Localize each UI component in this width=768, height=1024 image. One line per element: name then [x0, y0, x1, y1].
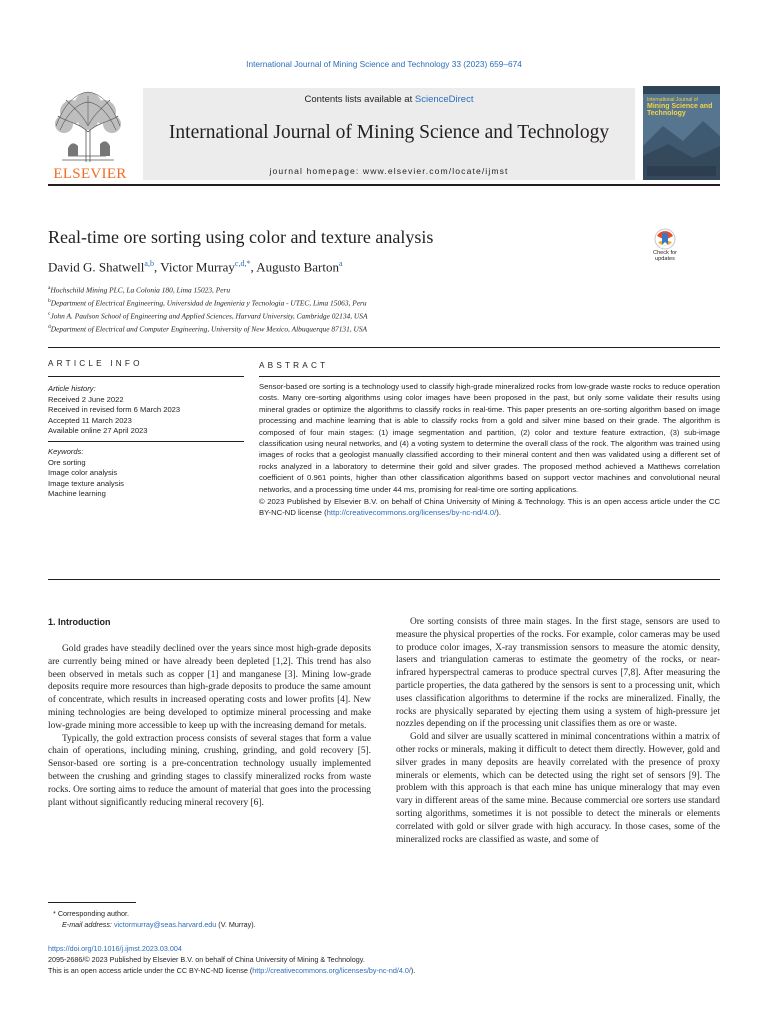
article-info	[48, 384, 244, 500]
doi-link[interactable]: https://doi.org/10.1016/j.ijmst.2023.03.004	[48, 944, 182, 953]
abstract-text: Sensor-based ore sorting is a technology used to classify high-grade mineralized rocks from low-grade waste rocks to reduce operation costs. Many ore-sorting algorithms using color images have been proposed in the past, but only some validate their results using mineral grades or optimize the algorithms to classify rocks in real-time. This paper presents an ore-sorting algorithm based on image processing and machine learning that is able to classify rocks from a gold and silver mine based on their grade. The algorithm is composed of four main stages: (1) image segmentation and partition, (2) color and texture feature extraction, (3) sub-image classification using neural networks, and (4) a voting system to determine the overall class of the rock. The algorithm was trained using images of rocks that a geologist manually classified according to their mineral content and then was validated using a different set of rocks analyzed in a laboratory to determine their gold and silver grades. The proposed method achieved a Matthews correlation coefficient of 0.961 points, higher than other classification algorithms based on support vector machines and convolutional neural networks, and a processing time under 44 ms, promising for real-time ore sorting applications.	[259, 382, 720, 494]
masthead	[48, 86, 720, 182]
elsevier-logo[interactable]	[48, 86, 128, 182]
author-separator: ,	[153, 259, 161, 275]
abstract-bottom-rule	[48, 579, 720, 580]
author-affiliation-marker[interactable]: a	[338, 259, 343, 268]
front-matter-rule	[48, 347, 720, 348]
author-separator: ,	[250, 259, 257, 275]
contents-prefix: Contents lists available at	[304, 94, 415, 105]
affiliation-item	[48, 283, 367, 296]
abstract-rule	[259, 376, 720, 377]
article-title: Real-time ore sorting using color and texture analysis	[48, 227, 434, 247]
abstract-heading: ABSTRACT	[259, 361, 329, 370]
sciencedirect-link[interactable]: ScienceDirect	[414, 94, 474, 105]
copyright-prefix: © 2023 Published by Elsevier B.V. on behalf of China University of Mining & Technology. This is an open access article under the CC BY-NC-ND license (	[259, 497, 720, 518]
keyword-item[interactable]: Machine learning	[48, 489, 106, 499]
history-item: Received in revised form 6 March 2023	[48, 405, 181, 415]
check-for-updates-badge[interactable]	[646, 228, 684, 268]
affiliation-marker: a	[48, 285, 51, 291]
body-paragraph: Typically, the gold extraction process consists of several stages that form a value chain of operations, including mining, crushing, grinding, and gold recovery [5]. Sensor-based ore sorting is a pre-concentration technology usually implemented between the crushing and grinding stages to classify mineralized rocks from waste rocks. Ore sorting aims to reduce the amount of material that goes into the processing plant without significantly reducing mineral recovery [6].	[48, 733, 371, 808]
keyword-item[interactable]: Image color analysis	[48, 468, 118, 478]
author-affiliation-marker[interactable]: a,b	[144, 259, 154, 268]
affiliation-text: Department of Electrical Engineering, Universidad de Ingenieria y Tecnologia - UTEC, Lima 15063, Peru	[50, 298, 367, 308]
corresponding-author-footnote	[48, 908, 256, 930]
author-name[interactable]: Victor Murray	[160, 259, 235, 275]
abstract-copyright	[259, 496, 720, 519]
copyright-suffix: ).	[496, 508, 501, 518]
crossmark-label	[646, 251, 684, 262]
body-paragraph: Gold and silver are usually scattered in minimal concentrations within a matrix of other rocks or minerals, making it difficult to detect them directly. However, gold and silver grades in many deposits are heavily correlated with the presence of proxy minerals or elements, which can be detected using the right set of sensors [9]. The problem with this approach is that each mine has unique mineralogy that may even vary in different areas of the same mine. Because commercial ore sorters use standard sorting algorithms, sometimes it is not possible to detect the minerals or elements correlated with gold or silver grade with high accuracy. In those cases, some of the mineralized rocks are classified as waste, and some of	[396, 732, 720, 845]
author-name[interactable]: David G. Shatwell	[48, 259, 145, 275]
author-name[interactable]: Augusto Barton	[256, 259, 339, 275]
footnote-marker: *	[53, 909, 56, 918]
affiliation-text: Department of Electrical and Computer Engineering, University of New Mexico, Albuquerque 87131, USA	[50, 324, 368, 334]
email-line	[48, 919, 256, 930]
affiliation-marker: d	[48, 323, 51, 330]
body-paragraph: Ore sorting consists of three main stages. In the first stage, sensors are used to measure the physical properties of the rocks. For example, color cameras may be used to produce color images, X-ray transmission sensors to measure the atomic density, lasers and triangulation cameras to estimate the geometry of the rocks, or near-infrared hyperspectral cameras to produce spectral curves [7,8]. After measuring the particle properties, the data gathered by the sensors is sent to a processing unit, which uses classification algorithms to determine if the rocks are mineralized. Finally, the rocks are physically separated by ejecting them using a system of high-pressure jet nozzles depending on if the processing unit classifies them as ore or waste.	[396, 617, 720, 730]
affiliations	[48, 283, 367, 335]
journal-homepage[interactable]: journal homepage: www.elsevier.com/locate/ijmst	[269, 166, 509, 176]
email-link[interactable]: victormurray@seas.harvard.edu	[113, 920, 217, 929]
affiliation-marker: b	[48, 297, 51, 304]
history-label: Article history:	[48, 384, 96, 393]
author-list	[48, 259, 343, 275]
license-link[interactable]: http://creativecommons.org/licenses/by-nc-nd/4.0/	[326, 508, 497, 518]
license-link[interactable]: http://creativecommons.org/licenses/by-nc-nd/4.0/	[252, 966, 411, 975]
corresponding-author-line	[48, 908, 256, 919]
affiliation-text: John A. Paulson School of Engineering and Applied Sciences, Harvard University, Cambridge 02134, USA	[50, 311, 368, 321]
crossmark-label-line-1: Check for	[653, 250, 677, 256]
keyword-item[interactable]: Ore sorting	[48, 457, 86, 467]
license-line	[48, 965, 415, 976]
history-item: Accepted 11 March 2023	[48, 415, 132, 425]
email-suffix: (V. Murray).	[216, 920, 256, 929]
elsevier-wordmark: ELSEVIER	[53, 166, 127, 182]
cover-footer-band	[647, 166, 716, 176]
article-info-heading: ARTICLE INFO	[48, 359, 143, 368]
abstract	[259, 381, 720, 519]
crossmark-label-line-2: updates	[655, 255, 675, 262]
keyword-item[interactable]: Image texture analysis	[48, 478, 124, 488]
license-prefix: This is an open access article under the CC BY-NC-ND license (	[48, 966, 253, 975]
corresponding-author-label: Corresponding author.	[57, 909, 129, 918]
cover-line-2: Mining Science and Technology	[647, 103, 713, 117]
bottom-matter	[48, 943, 415, 976]
license-suffix: ).	[410, 966, 416, 975]
contents-line	[143, 94, 635, 105]
running-head[interactable]: International Journal of Mining Science and Technology 33 (2023) 659–674	[246, 59, 522, 69]
keywords-label: Keywords:	[48, 446, 84, 456]
affiliation-marker: c	[48, 310, 51, 317]
affiliation-item	[48, 296, 367, 309]
affiliation-item	[48, 309, 367, 322]
cover-title	[647, 98, 716, 117]
body-right-column	[396, 616, 720, 846]
journal-header-band	[143, 88, 635, 180]
masthead-rule	[48, 184, 720, 186]
journal-cover-image[interactable]	[643, 86, 720, 180]
keywords-rule	[48, 441, 244, 442]
history-item: Received 2 June 2022	[48, 394, 124, 404]
issn-line: 2095-2686/© 2023 Published by Elsevier B.V. on behalf of China University of Mining & Technology.	[48, 955, 365, 964]
cover-line-1: International Journal of	[647, 97, 698, 103]
elsevier-tree-icon	[48, 86, 128, 166]
crossmark-icon	[646, 228, 684, 252]
affiliation-item	[48, 322, 367, 335]
author-affiliation-marker[interactable]: c,d,*	[234, 259, 251, 268]
email-label: E-mail address:	[62, 920, 114, 929]
journal-title: International Journal of Mining Science and Technology	[168, 122, 610, 143]
body-left-column	[48, 643, 371, 809]
history-item: Available online 27 April 2023	[48, 426, 148, 436]
body-paragraph: Gold grades have steadily declined over the years since most high-grade deposits are currently being mined or have already been depleted [1,2]. This trend has also been observed in metals such as copper [1] and manganese [3]. Mining low-grade deposits require more resources than high-grade deposits to produce the same amount of concentrate, which results in increased operating costs and lower profits [4]. New mining technologies are being developed to optimize mineral processing and make low-grade mining more accessible to keep up with the increasing demand for metals.	[48, 644, 371, 731]
affiliation-text: Hochschild Mining PLC, La Colonia 180, Lima 15023, Peru	[50, 285, 231, 295]
section-heading: 1. Introduction	[48, 617, 111, 627]
footnote-rule	[48, 902, 136, 903]
article-info-rule	[48, 376, 244, 377]
